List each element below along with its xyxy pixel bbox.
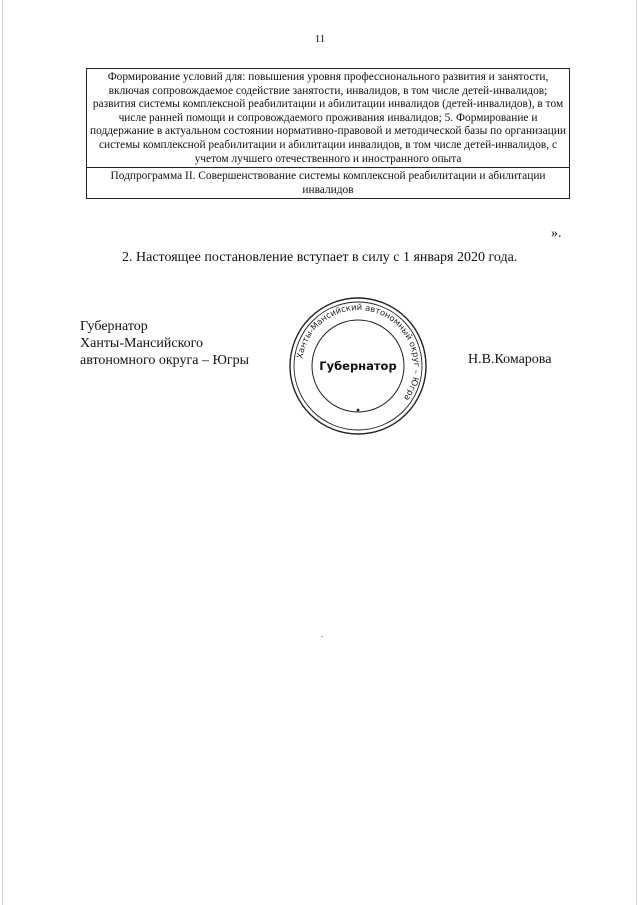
official-seal	[288, 296, 428, 436]
signer-title-line-2: Ханты-Мансийского	[80, 336, 204, 351]
signer-title	[80, 318, 249, 369]
table-cell-objectives: Формирование условий для: повышения уровня профессионального развития и занятости, включая сопровождаемое содействие занятости, инвалидов, в том числе детей-инвалидов; развития системы комплексной реабилитации и абилитации инвалидов (детей-инвалидов), в том числе ранней помощи и сопровождаемого проживания инвалидов; 5. Формирование и поддержание в актуальном состоянии нормативно-правовой и методической базы по организации системы комплексной реабилитации и абилитации инвалидов, в том числе детей-инвалидов, с учетом лучшего отечественного и иностранного опыта	[87, 69, 569, 168]
page-number: 11	[314, 33, 326, 45]
program-table	[86, 68, 570, 199]
scan-edge-right	[636, 0, 637, 905]
signer-title-line-3: автономного округа – Югры	[80, 353, 249, 368]
scan-speck	[321, 636, 323, 637]
closing-quote: ».	[551, 226, 562, 241]
seal-center-text: Губернатор	[319, 359, 397, 373]
table-cell-subprogram: Подпрограмма II. Совершенствование системы комплексной реабилитации и абилитации инвалидов	[110, 170, 546, 196]
scan-edge-left	[2, 0, 3, 905]
signer-name: Н.В.Комарова	[468, 352, 552, 367]
decree-paragraph: 2. Настоящее постановление вступает в силу с 1 января 2020 года.	[122, 250, 518, 265]
signer-title-line-1: Губернатор	[80, 319, 148, 334]
seal-dot	[357, 409, 360, 412]
seal-ring-text: Ханты-Мансийский автономный округ – Югра	[294, 301, 423, 403]
